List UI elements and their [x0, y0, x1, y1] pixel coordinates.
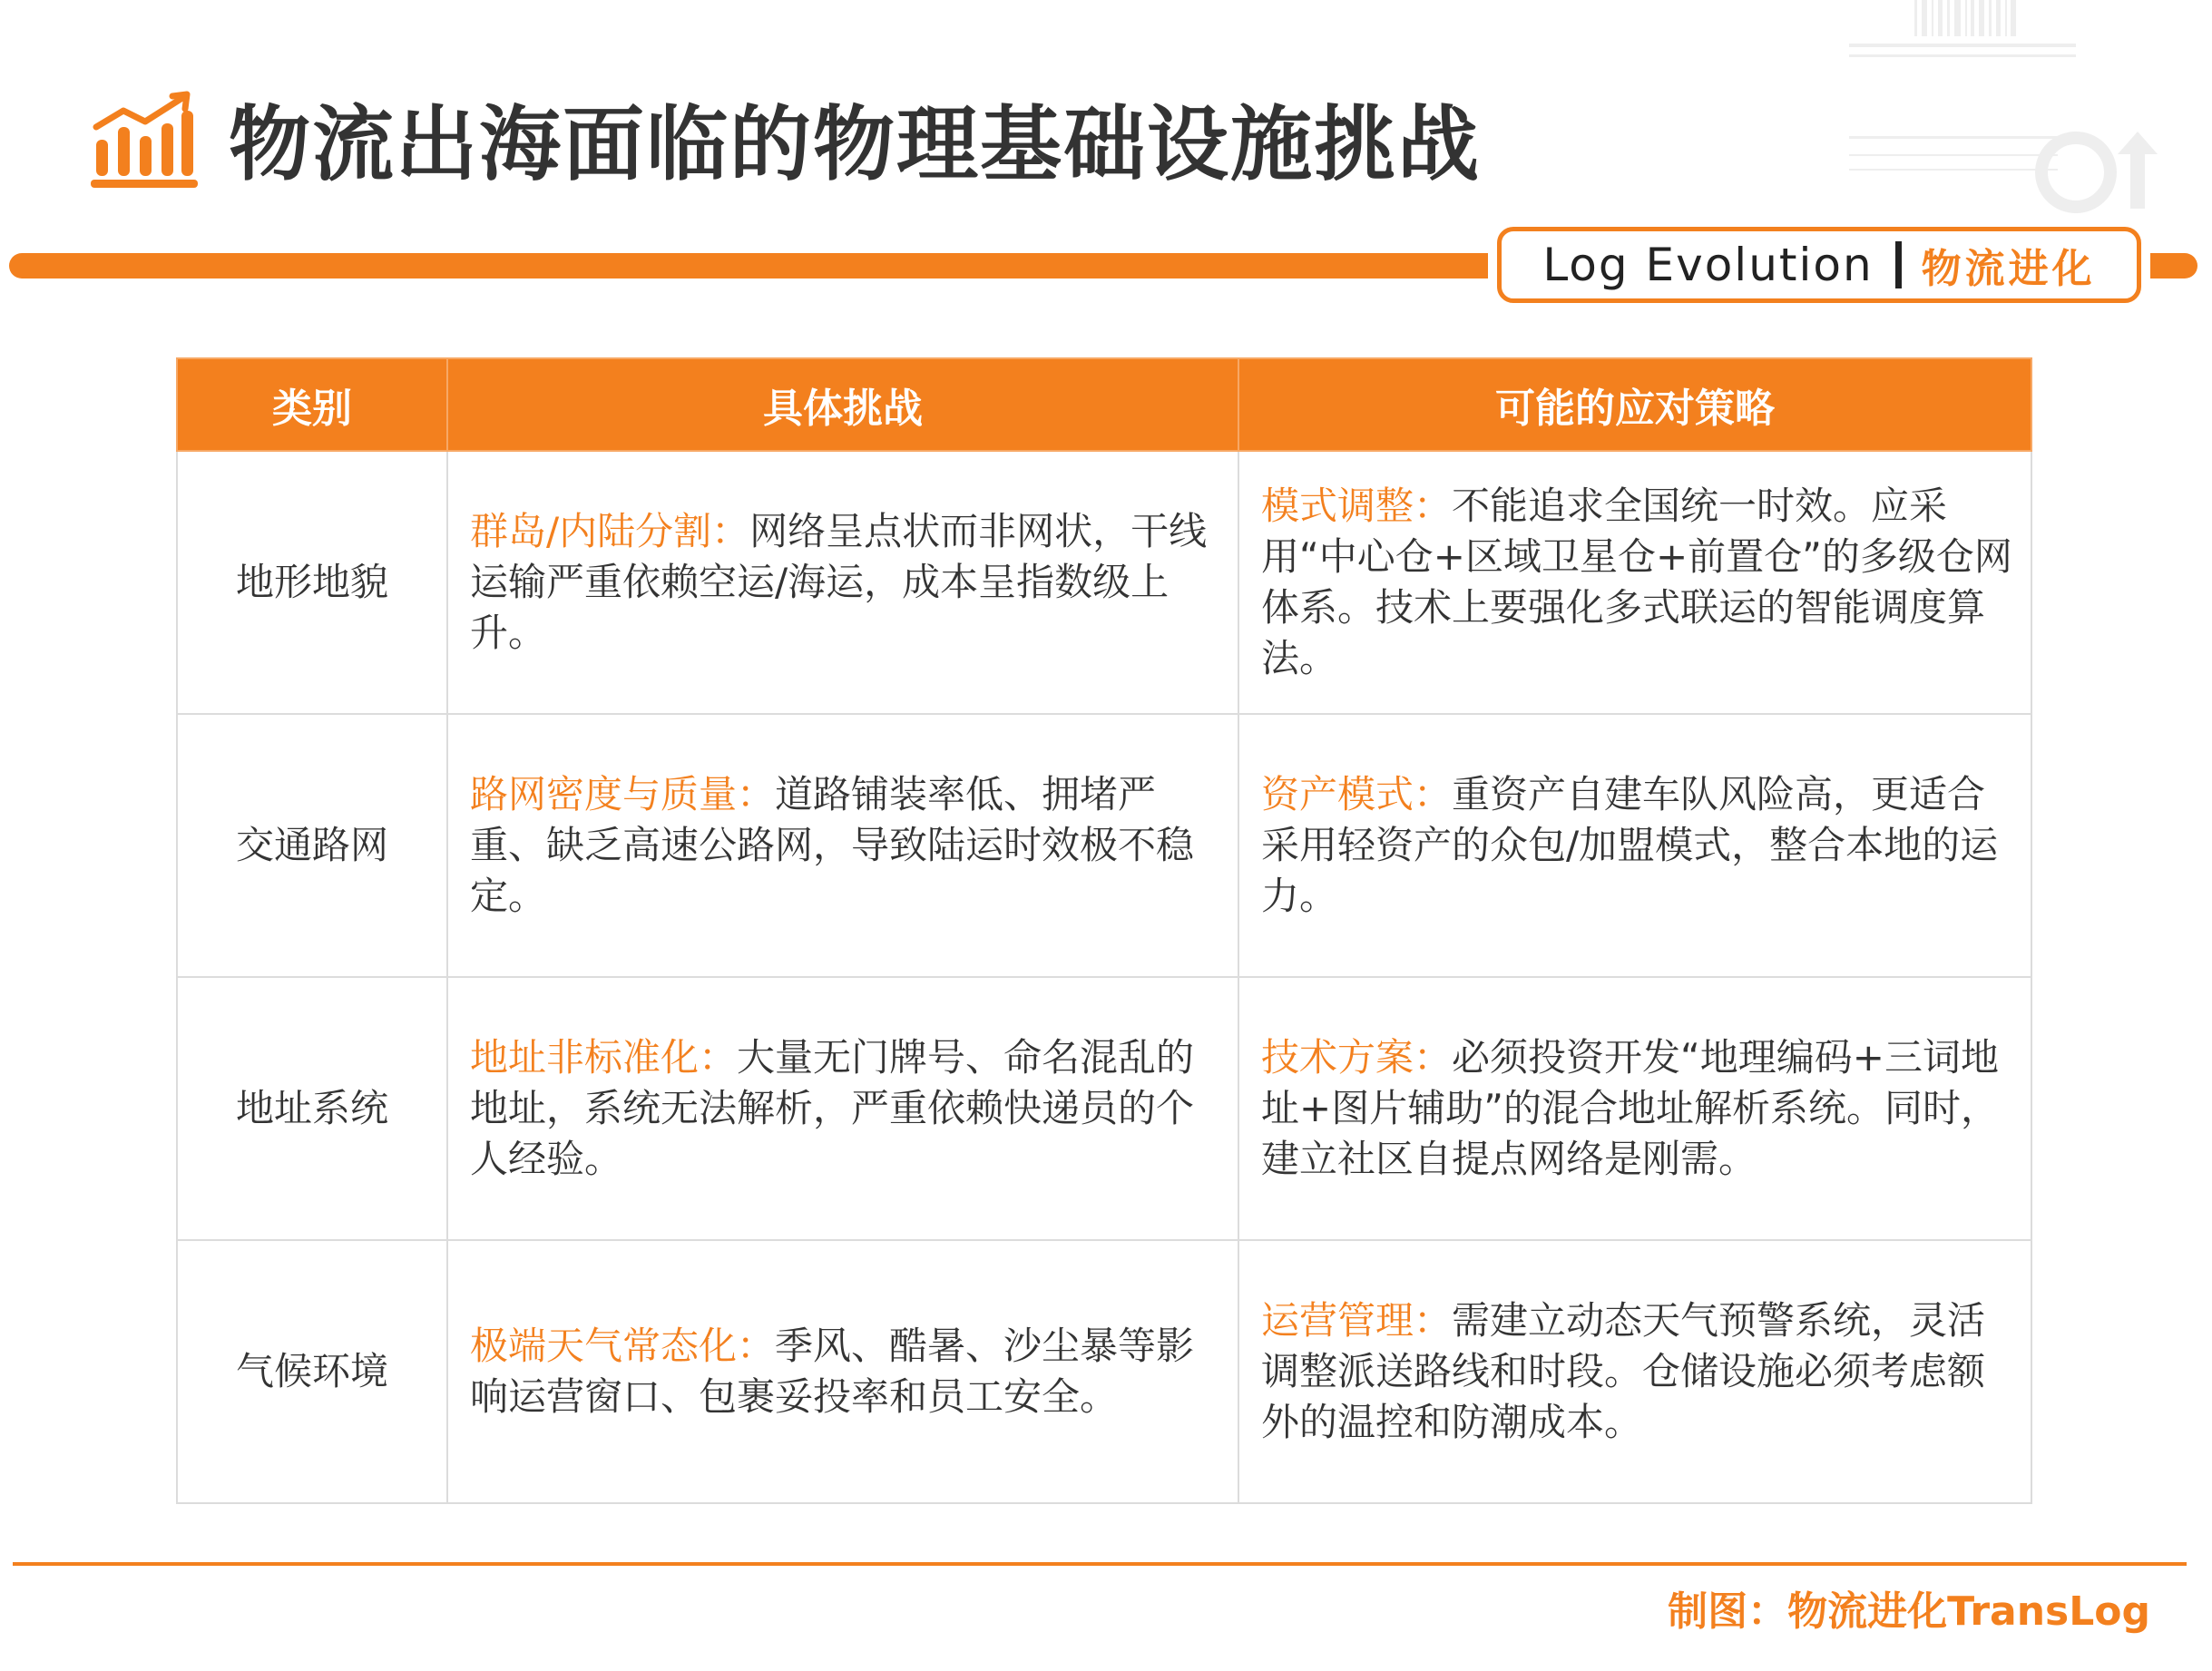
brand-badge — [1497, 227, 2141, 303]
strategy-label: 资产模式： — [1261, 772, 1453, 816]
brand-name-en: Log Evolution — [1542, 239, 1874, 291]
challenge-cell — [447, 451, 1238, 714]
header-challenge: 具体挑战 — [447, 358, 1238, 451]
strategy-text: 需建立动态天气预警系统，灵活调整派送路线和时段。仓储设施必须考虑额外的温控和防潮成本。 — [1261, 1298, 1986, 1444]
category-cell: 地址系统 — [177, 977, 447, 1240]
footer-rule — [13, 1562, 2187, 1566]
strategy-text: 重资产自建车队风险高，更适合采用轻资产的众包/加盟模式，整合本地的运力。 — [1261, 772, 1999, 918]
strategy-label: 技术方案： — [1261, 1035, 1453, 1080]
strategy-cell — [1238, 977, 2031, 1240]
challenge-cell — [447, 1240, 1238, 1503]
challenge-table — [176, 357, 2031, 1504]
table-row — [177, 451, 2031, 714]
category-cell: 气候环境 — [177, 1240, 447, 1503]
bar-chart-trend-icon — [91, 91, 198, 189]
category-cell: 地形地貌 — [177, 451, 447, 714]
challenge-text: 季风、酷暑、沙尘暴等影响运营窗口、包裹妥投率和员工安全。 — [470, 1324, 1195, 1419]
challenge-label: 群岛/内陆分割： — [470, 509, 750, 553]
strategy-text: 必须投资开发“地理编码+三词地址+图片辅助”的混合地址解析系统。同时，建立社区自提点网络是刚需。 — [1261, 1035, 1999, 1181]
category-cell: 交通路网 — [177, 714, 447, 977]
shipping-label-decoration — [1849, 0, 2176, 227]
credit-text: 制图：物流进化TransLog — [1668, 1588, 2150, 1635]
brand-divider — [1895, 241, 1902, 288]
challenge-text: 网络呈点状而非网状，干线运输严重依赖空运/海运，成本呈指数级上升。 — [470, 509, 1208, 655]
challenge-label: 极端天气常态化： — [470, 1324, 776, 1368]
challenge-text: 道路铺装率低、拥堵严重、缺乏高速公路网，导致陆运时效极不稳定。 — [470, 772, 1195, 918]
strategy-cell — [1238, 451, 2031, 714]
strategy-text: 不能追求全国统一时效。应采用“中心仓+区域卫星仓+前置仓”的多级仓网体系。技术上要强化多式联运的智能调度算法。 — [1261, 484, 2012, 680]
table-header-row — [177, 358, 2031, 451]
brand-name-cn: 物流进化 — [1921, 246, 2096, 292]
challenge-label: 路网密度与质量： — [470, 772, 776, 816]
challenge-cell — [447, 977, 1238, 1240]
table-row — [177, 714, 2031, 977]
challenge-text: 大量无门牌号、命名混乱的地址，系统无法解析，严重依赖快递员的个人经验。 — [470, 1035, 1195, 1181]
challenge-label: 地址非标准化： — [470, 1035, 738, 1080]
header-category: 类别 — [177, 358, 447, 451]
challenge-cell — [447, 714, 1238, 977]
strategy-label: 运营管理： — [1261, 1298, 1453, 1343]
strategy-label: 模式调整： — [1261, 484, 1453, 528]
table-row — [177, 977, 2031, 1240]
page-title: 物流出海面临的物理基础设施挑战 — [229, 97, 1481, 192]
strategy-cell — [1238, 1240, 2031, 1503]
table-row — [177, 1240, 2031, 1503]
strategy-cell — [1238, 714, 2031, 977]
header-strategy: 可能的应对策略 — [1238, 358, 2031, 451]
